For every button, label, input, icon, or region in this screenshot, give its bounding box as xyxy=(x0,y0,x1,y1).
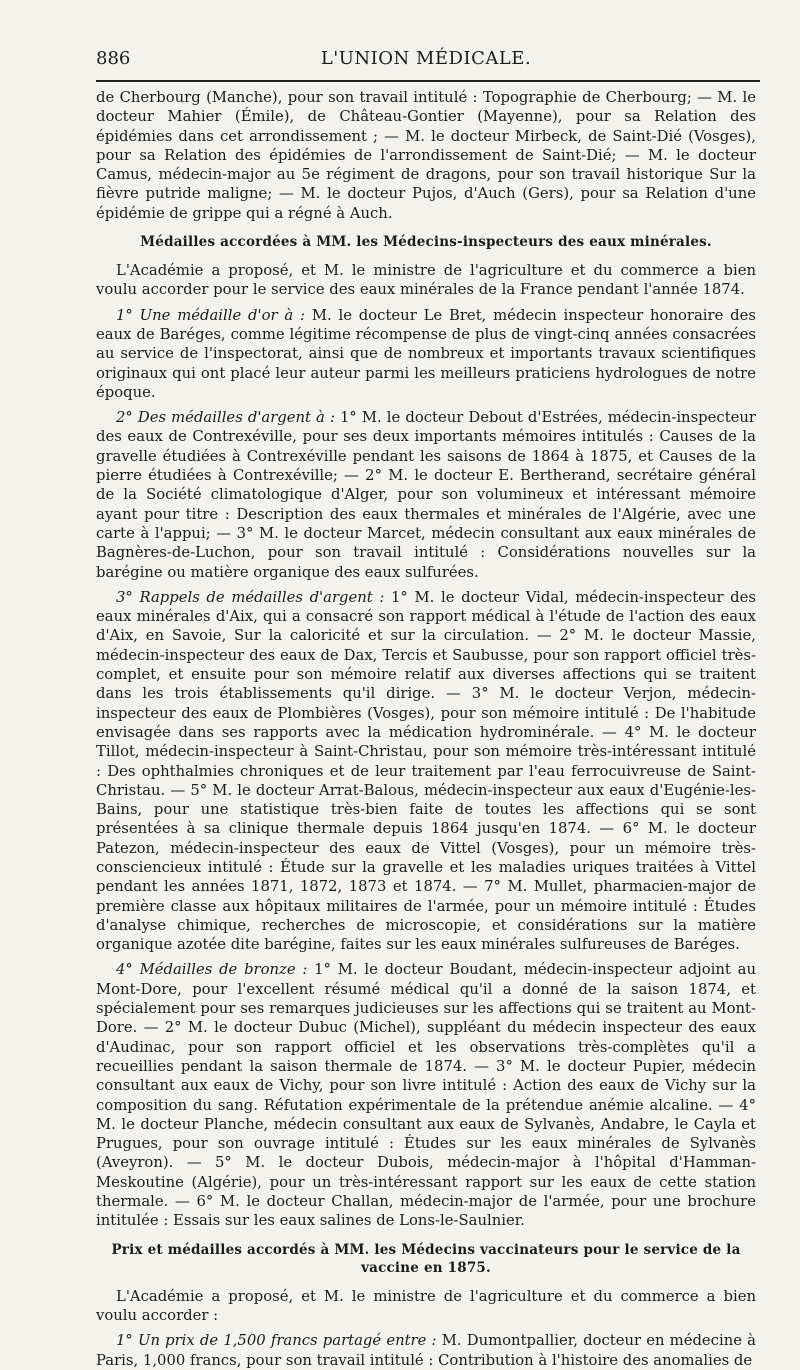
page-header xyxy=(96,48,756,74)
page-body xyxy=(96,88,756,1370)
text-bronze-medals: 1° M. le docteur Boudant, médecin-inspecteur adjoint au Mont-Dore, pour l'excellent résumé médical qu'il a donné de la saison 1874, et spécialement pour ses remarques judicieuses sur les affections qui se traitent au Mont-Dore. — 2° M. le docteur Dubuc (Michel), suppléant du médecin inspecteur des eaux d'Audinac, pour son rapport officiel et les observations très-complètes qu'il a recueillies pendant la saison thermale de 1874. — 3° M. le docteur Pupier, médecin consultant aux eaux de Vichy, pour son livre intitulé : Action des eaux de Vichy sur la composition du sang. Réfutation expérimentale de la prétendue anémie alcaline. — 4° M. le docteur Planche, médecin consultant aux eaux de Sylvanès, Andabre, le Cayla et Prugues, pour son ouvrage intitulé : Études sur les eaux minérales de Sylvanès (Aveyron). — 5° M. le docteur Dubois, médecin-major à l'hôpital d'Hamman-Meskoutine (Algérie), pour un très-intéressant rapport sur les eaux de cette station thermale. — 6° M. le docteur Challan, médecin-major de l'armée, pour une brochure intitulée : Essais sur les eaux salines de Lons-le-Saulnier. xyxy=(96,961,756,1230)
text-gold-medal: M. le docteur Le Bret, médecin inspecteur honoraire des eaux de Baréges, comme légitime récompense de plus de vingt-cinq années consacrées au service de l'inspectorat, ainsi que de nombreux et importants travaux scientifiques originaux qui ont placé leur auteur parmi les meilleurs praticiens hydrologues de notre époque. xyxy=(96,306,756,401)
text-vaccine-prize: M. Dumontpallier, docteur en médecine à Paris, 1,000 francs, pour son travail intitulé : Contribution à l'histoire des anomalies de xyxy=(96,1332,756,1369)
paragraph-bronze-medals xyxy=(96,960,756,1230)
section-title-vaccinators: Prix et médailles accordés à MM. les Médecins vaccinateurs pour le service de la vaccine en 1875. xyxy=(111,1241,741,1276)
running-title: L'UNION MÉDICALE. xyxy=(320,48,532,69)
lead-silver-medals: 2° Des médailles d'argent à : xyxy=(116,409,335,427)
paragraph-silver-medals xyxy=(96,408,756,582)
lead-silver-recalls: 3° Rappels de médailles d'argent : xyxy=(116,588,385,606)
lead-bronze-medals: 4° Médailles de bronze : xyxy=(116,961,308,979)
lead-gold-medal: 1° Une médaille d'or à : xyxy=(116,306,306,324)
paragraph-vaccine-prize xyxy=(96,1331,756,1370)
paragraph-academy-proposal: L'Académie a proposé, et M. le ministre de l'agriculture et du commerce a bien voulu accorder pour le service des eaux minérales de la France pendant l'année 1874. xyxy=(96,262,756,299)
text-silver-recalls: 1° M. le docteur Vidal, médecin-inspecteur des eaux minérales d'Aix, qui a consacré son rapport médical à l'étude de l'action des eaux d'Aix, en Savoie, Sur la caloricité et sur la circulation. — 2° M. le docteur Massie, médecin-inspecteur des eaux de Dax, Tercis et Saubusse, pour son rapport officiel très-complet, et ensuite pour son mémoire relatif aux diverses affections qui se traitent dans les trois établissements qu'il dirige. — 3° M. le docteur Verjon, médecin-inspecteur des eaux de Plombières (Vosges), pour son mémoire intitulé : De l'habitude envisagée dans ses rapports avec la médication hydrominérale. — 4° M. le docteur Tillot, médecin-inspecteur à Saint-Christau, pour son mémoire très-intéressant intitulé : Des ophthalmies chroniques et de leur traitement par l'eau ferrocuivreuse de Saint-Christau. — 5° M. le docteur Arrat-Balous, médecin-inspecteur aux eaux d'Eugénie-les-Bains, pour une statistique très-bien faite de toutes les affections qui se sont présentées à sa clinique thermale depuis 1864 jusqu'en 1874. — 6° M. le docteur Patezon, médecin-inspecteur des eaux de Vittel (Vosges), pour un mémoire très-consciencieux intitulé : Étude sur la gravelle et les maladies uriques traitées à Vittel pendant les années 1871, 1872, 1873 et 1874. — 7° M. Mullet, pharmacien-major de première classe aux hôpitaux militaires de l'armée, pour un mémoire intitulé : Études d'analyse chimique, recherches de microscopie, et considérations sur la matière organique azotée dite barégine, faites sur les eaux minérales sulfureuses de Baréges. xyxy=(96,588,756,954)
text-silver-medals: 1° M. le docteur Debout d'Estrées, médecin-inspecteur des eaux de Contrexéville, pour ses deux importants mémoires intitulés : Causes de la gravelle étudiées à Contrexéville pendant les saisons de 1864 à 1875, et Causes de la pierre étudiées à Contrexéville; — 2° M. le docteur E. Bertherand, secrétaire général de la Société climatologique d'Alger, pour son volumineux et intéressant mémoire ayant pour titre : Description des eaux thermales et minérales de l'Algérie, avec une carte à l'appui; — 3° M. le docteur Marcet, médecin consultant aux eaux minérales de Bagnères-de-Luchon, pour son travail intitulé : Considérations nouvelles sur la barégine ou matière organique des eaux sulfurées. xyxy=(96,409,757,581)
page-number: 886 xyxy=(96,48,131,69)
paragraph-silver-recalls xyxy=(96,588,756,955)
section-title-mineral-waters: Médailles accordées à MM. les Médecins-inspecteurs des eaux minérales. xyxy=(140,234,712,251)
paragraph-gold-medal xyxy=(96,306,756,402)
header-rule xyxy=(96,80,760,82)
lead-vaccine-prize: 1° Un prix de 1,500 francs partagé entre : xyxy=(116,1332,437,1350)
paragraph-vaccine-proposal: L'Académie a proposé, et M. le ministre de l'agriculture et du commerce a bien voulu accorder : xyxy=(96,1287,756,1324)
paragraph-intro: de Cherbourg (Manche), pour son travail intitulé : Topographie de Cherbourg; — M. le docteur Mahier (Émile), de Château-Gontier (Mayenne), pour sa Relation des épidémies dans cet arrondissement ; — M. le docteur Mirbeck, de Saint-Dié (Vosges), pour sa Relation des épidémies de l'arrondissement de Saint-Dié; — M. le docteur Camus, médecin-major au 5e régiment de dragons, pour son travail historique Sur la fièvre putride maligne; — M. le docteur Pujos, d'Auch (Gers), pour sa Relation d'une épidémie de grippe qui a régné à Auch. xyxy=(96,89,756,222)
